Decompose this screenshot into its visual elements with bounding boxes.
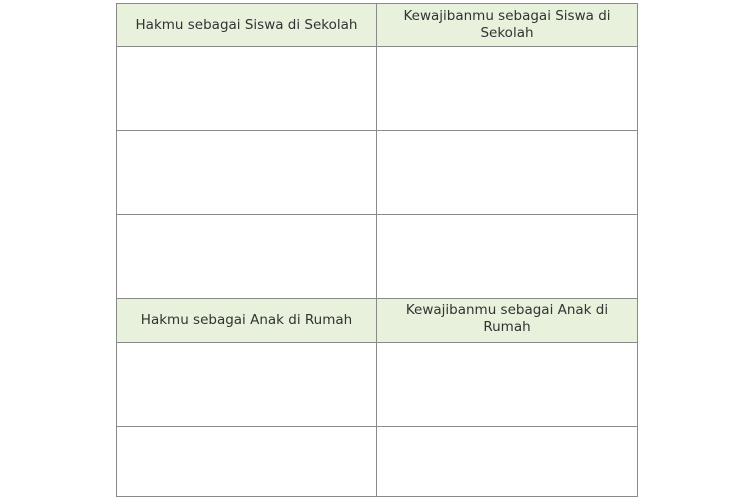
school-obligations-answer-cell[interactable]: [377, 47, 638, 131]
school-table-header-row: [117, 4, 638, 47]
home-obligations-header: [377, 299, 638, 343]
table-row: [117, 215, 638, 299]
table-row: [117, 427, 638, 497]
school-rights-answer-cell[interactable]: [117, 131, 377, 215]
school-rights-obligations-table: [116, 3, 638, 299]
home-rights-obligations-table: [116, 298, 638, 497]
table-row: [117, 47, 638, 131]
school-rights-answer-cell[interactable]: [117, 47, 377, 131]
home-obligations-header-text: Kewajibanmu sebagai Anak di Rumah: [405, 301, 609, 335]
home-rights-header-text: Hakmu sebagai Anak di Rumah: [140, 312, 353, 328]
home-table-header-row: [117, 299, 638, 343]
home-obligations-answer-cell[interactable]: [377, 343, 638, 427]
table-row: [117, 131, 638, 215]
school-obligations-answer-cell[interactable]: [377, 131, 638, 215]
school-rights-answer-cell[interactable]: [117, 215, 377, 299]
school-obligations-answer-cell[interactable]: [377, 215, 638, 299]
rights-obligations-worksheet: [116, 3, 638, 497]
school-rights-header-text: Hakmu sebagai Siswa di Sekolah: [135, 16, 358, 33]
school-rights-header: [117, 4, 377, 47]
home-obligations-answer-cell[interactable]: [377, 427, 638, 497]
home-rights-answer-cell[interactable]: [117, 427, 377, 497]
table-row: [117, 343, 638, 427]
home-rights-answer-cell[interactable]: [117, 343, 377, 427]
school-obligations-header: [377, 4, 638, 47]
school-obligations-header-text: Kewajibanmu sebagai Siswa di Sekolah: [403, 8, 611, 41]
home-rights-header: [117, 299, 377, 343]
